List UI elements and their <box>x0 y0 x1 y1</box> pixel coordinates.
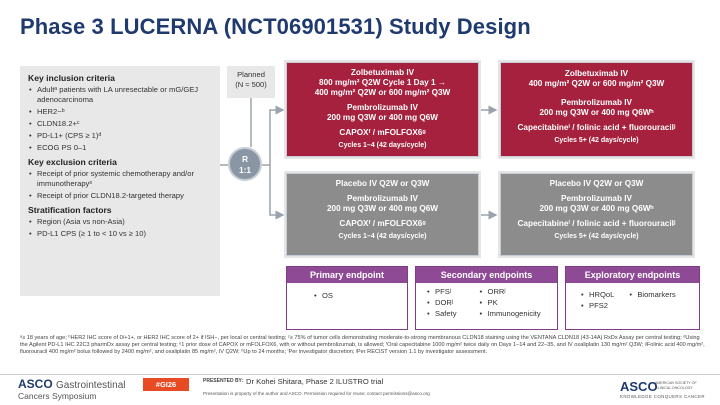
exclusion-item: • Receipt of prior CLDN18.2-targeted therapy <box>28 191 212 201</box>
stratification-list <box>28 217 212 239</box>
placebo-arm-cycles-5-plus <box>500 173 693 256</box>
arm-drug: Placebo IV Q2W or Q3W <box>549 179 644 188</box>
secondary-endpoint-item: • ORRʲ <box>479 287 541 297</box>
footnotes: ᵃ≥ 18 years of age; ᵇHER2 IHC score of 0/+1+, or HER2 IHC score of 2+ if ISH−, per local or central testing; ᶜ≥ 75% of tumor cells demonstrating moderate-to-strong membranous CLDN18 staining using the VENTANA CLDN18 (43-14A) RxDx Assay per central testing; ᵈUsing the Agilent PD-L1 IHC 22C3 pharmDx assay per central testing; ᵉ1 prior dose of CAPOX or mFOLFOX6, with or without pembrolizumab, is allowed; ᶠOral capecitabine 1000 mg/m² twice daily on Days 1–14 and 22–35, and IV oxaliplatin 130 mg/m² Q3W; ᵍFolinic acid 400 mg/m², fluorouracil 400 mg/m² bolus followed by 2400 mg/m², and oxaliplatin 85 mg/m², IV Q2W; ʰUp to 24 months; ⁱPer investigator discretion; ʲPer RECIST version 1.1 by investigator assessment. <box>20 335 705 356</box>
arm-drug: Pembrolizumab IV <box>347 103 418 112</box>
arm-cycles: Cycles 1–4 (42 days/cycle) <box>338 233 427 240</box>
stratification-heading: Stratification factors <box>28 205 112 215</box>
asco-logo: ASCO <box>620 379 658 394</box>
exploratory-col-1 <box>580 290 614 312</box>
zolbetuximab-arm-cycles-1-4 <box>286 62 479 157</box>
arm-dose: 400 mg/m² Q2W or 600 mg/m² Q3W <box>528 79 665 88</box>
planned-count: (N ≈ 500) <box>235 80 267 89</box>
inclusion-item: • CLDN18.2+ᶜ <box>28 119 212 129</box>
secondary-endpoint-item: • PK <box>479 298 541 308</box>
arm-drug: Pembrolizumab IV <box>347 194 418 203</box>
inclusion-list <box>28 85 212 153</box>
arm-dose: 200 mg Q3W or 400 mg Q6W <box>326 204 439 213</box>
arm-chemo: Capecitabineⁱ / folinic acid + fluorouracilʲ <box>517 123 676 132</box>
exploratory-endpoints-heading: Exploratory endpoints <box>566 267 699 283</box>
asco-gi-logo <box>18 377 126 401</box>
secondary-endpoints-heading: Secondary endpoints <box>416 267 557 283</box>
secondary-endpoint-item: • Immunogenicity <box>479 309 541 319</box>
secondary-endpoint-item: • PFSʲ <box>426 287 457 297</box>
secondary-endpoint-item: • DORʲ <box>426 298 457 308</box>
stratification-item: • Region (Asia vs non-Asia) <box>28 217 212 227</box>
arm-chemo: CAPOXᶠ / mFOLFOX6ᵍ <box>339 219 426 228</box>
footer-divider <box>0 374 720 375</box>
presented-by-label: PRESENTED BY: <box>203 378 244 384</box>
secondary-col-2 <box>479 287 541 320</box>
arm-dose: 200 mg Q3W or 400 mg Q6Wʰ <box>539 204 654 213</box>
arm-drug: Pembrolizumab IV <box>561 98 632 107</box>
primary-endpoint-heading: Primary endpoint <box>287 267 407 283</box>
criteria-panel <box>20 66 220 296</box>
arm-cycles: Cycles 5+ (42 days/cycle) <box>554 233 639 240</box>
arm-cycles: Cycles 1–4 (42 days/cycle) <box>338 142 427 149</box>
arm-drug: Pembrolizumab IV <box>561 194 632 203</box>
exploratory-col-2 <box>628 290 675 312</box>
secondary-endpoints-box <box>415 266 558 330</box>
presenter-name: Dr Kohei Shitara, Phase 2 ILUSTRO trial <box>246 377 384 386</box>
arm-dose: 800 mg/m² Q2W Cycle 1 Day 1 → <box>319 78 446 87</box>
exploratory-endpoints-box <box>565 266 700 330</box>
asco-symposium: Cancers Symposium <box>18 391 97 401</box>
asco-brand-rest: Gastrointestinal <box>56 380 126 391</box>
arm-chemo: Capecitabineⁱ / folinic acid + fluorouracilʲ <box>517 219 676 228</box>
asco-tagline: KNOWLEDGE CONQUERS CANCER <box>620 394 705 399</box>
randomization-circle <box>228 147 262 181</box>
arm-drug: Placebo IV Q2W or Q3W <box>335 179 430 188</box>
planned-label: Planned <box>237 70 265 79</box>
arm-dose: 200 mg Q3W or 400 mg Q6W <box>326 113 439 122</box>
placebo-arm-cycles-1-4 <box>286 173 479 256</box>
stratification-item: • PD-L1 CPS (≥ 1 to < 10 vs ≥ 10) <box>28 229 212 239</box>
asco-society-name: AMERICAN SOCIETY OF CLINICAL ONCOLOGY <box>655 381 697 390</box>
arm-dose: 200 mg Q3W or 400 mg Q6Wʰ <box>539 108 654 117</box>
zolbetuximab-arm-cycles-5-plus <box>500 62 693 157</box>
exploratory-endpoint-item: • HRQoL <box>580 290 614 300</box>
inclusion-item: • HER2−ᵇ <box>28 107 212 117</box>
exploratory-endpoint-item: • Biomarkers <box>628 290 675 300</box>
secondary-endpoint-item: • Safety <box>426 309 457 319</box>
planned-enrollment <box>227 66 275 98</box>
exploratory-endpoint-item: • PFS2 <box>580 301 614 311</box>
randomization-label: R <box>241 154 249 164</box>
exclusion-list <box>28 169 212 201</box>
inclusion-item: • Adultᵃ patients with LA unresectable or mG/GEJ adenocarcinoma <box>28 85 212 105</box>
arm-cycles: Cycles 5+ (42 days/cycle) <box>554 137 639 144</box>
secondary-col-1 <box>426 287 457 320</box>
page-title: Phase 3 LUCERNA (NCT06901531) Study Design <box>20 14 531 39</box>
property-notice: Presentation is property of the author and ASCO. Permission required for reuse; contact permissions@asco.org <box>203 391 430 396</box>
exclusion-item: • Receipt of prior systemic chemotherapy and/or immunotherapyᵉ <box>28 169 212 189</box>
arm-dose: 400 mg/m² Q2W or 600 mg/m² Q3W <box>314 88 451 97</box>
primary-endpoint-box <box>286 266 408 330</box>
inclusion-item: • PD-L1+ (CPS ≥ 1)ᵈ <box>28 131 212 141</box>
primary-endpoint-item: • OS <box>313 291 397 301</box>
randomization-ratio: 1:1 <box>238 165 252 175</box>
inclusion-item: • ECOG PS 0–1 <box>28 143 212 153</box>
exclusion-heading: Key exclusion criteria <box>28 157 117 167</box>
asco-brand: ASCO <box>18 377 53 391</box>
arm-chemo: CAPOXᶠ / mFOLFOX6ᵍ <box>339 128 426 137</box>
hashtag-badge: #GI26 <box>143 378 189 391</box>
arm-drug: Zolbetuximab IV <box>350 68 415 77</box>
arm-drug: Zolbetuximab IV <box>564 69 629 78</box>
inclusion-heading: Key inclusion criteria <box>28 73 115 83</box>
